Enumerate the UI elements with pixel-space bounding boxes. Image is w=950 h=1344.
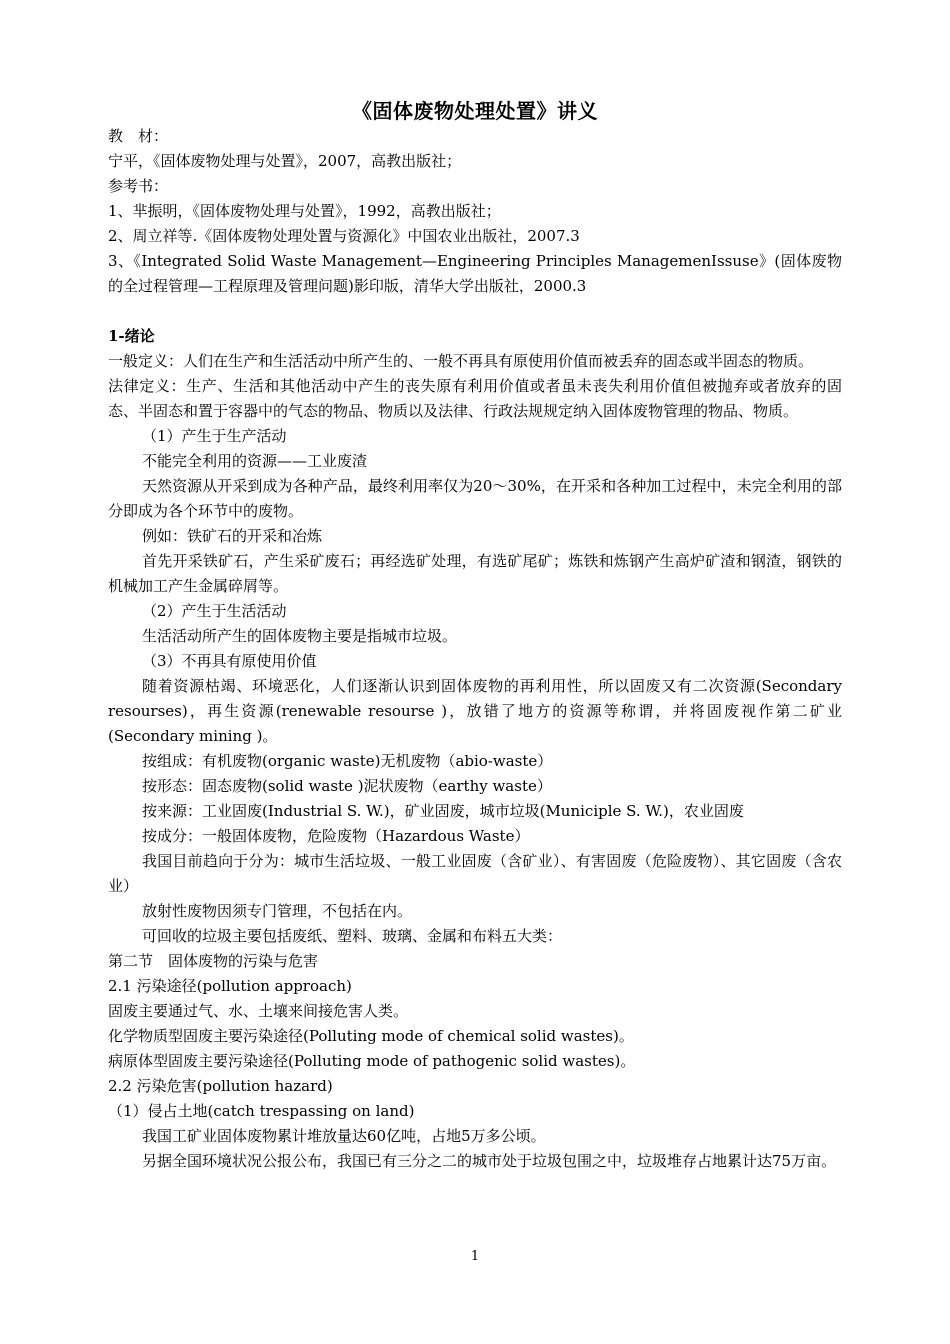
textbook-label: 教 材：: [108, 127, 169, 145]
paragraph: 按来源：工业固废(Industrial S. W.)，矿业固废，城市垃圾(Municiple S. W.)，农业固废: [142, 802, 744, 820]
paragraph: 按成分：一般固体废物，危险废物（Hazardous Waste）: [142, 827, 530, 845]
paragraph: 不能完全利用的资源——工业废渣: [142, 452, 368, 470]
paragraph: 我国目前趋向于分为：城市生活垃圾、一般工业固废（含矿业）、有害固废（危险废物）、其它固废（含农业）: [108, 852, 842, 895]
paragraph: 天然资源从开采到成为各种产品，最终利用率仅为20～30%，在开采和各种加工过程中，未完全利用的部分即成为各个环节中的废物。: [108, 477, 842, 520]
reference-item: 2、周立祥等.《固体废物处理处置与资源化》中国农业出版社，2007.3: [108, 227, 580, 245]
paragraph: （1）侵占土地(catch trespassing on land): [108, 1102, 415, 1120]
paragraph: 例如：铁矿石的开采和冶炼: [142, 527, 323, 545]
paragraph: 另据全国环境状况公报公布，我国已有三分之二的城市处于垃圾包围之中，垃圾堆存占地累计达75万亩。: [142, 1152, 837, 1170]
page-number: 1: [470, 1249, 480, 1264]
paragraph: 生活活动所产生的固体废物主要是指城市垃圾。: [142, 627, 458, 645]
reference-item: 3、《Integrated Solid Waste Management—Engineering Principles ManagemenIssuse》(固体废物的全过程管理—工程原理及管理问题)影印版，清华大学出版社，2000.3: [108, 252, 842, 295]
references-label: 参考书：: [108, 177, 169, 195]
paragraph: 化学物质型固废主要污染途径(Polluting mode of chemical solid wastes)。: [108, 1027, 634, 1045]
paragraph: （1）产生于生产活动: [142, 427, 287, 445]
paragraph: 我国工矿业固体废物累计堆放量达60亿吨，占地5万多公顷。: [142, 1127, 546, 1145]
spacer: [108, 299, 842, 324]
paragraph: 首先开采铁矿石，产生采矿废石；再经选矿处理，有选矿尾矿；炼铁和炼钢产生高炉矿渣和钢渣，钢铁的机械加工产生金属碎屑等。: [108, 552, 842, 595]
paragraph: 放射性废物因须专门管理，不包括在内。: [142, 902, 413, 920]
paragraph: 按组成：有机废物(organic waste)无机废物（abio-waste）: [142, 752, 553, 770]
document-body: [108, 124, 842, 1174]
paragraph: （2）产生于生活活动: [142, 602, 287, 620]
textbook-entry: 宁平，《固体废物处理与处置》，2007，高教出版社；: [108, 152, 462, 170]
general-definition: 一般定义：人们在生产和生活活动中所产生的、一般不再具有原使用价值而被丢弃的固态或半固态的物质。: [108, 352, 814, 370]
section-heading-intro: 1-绪论: [108, 327, 155, 345]
subsection-heading: 2.1 污染途径(pollution approach): [108, 977, 352, 995]
paragraph: 随着资源枯竭、环境恶化，人们逐渐认识到固体废物的再利用性，所以固废又有二次资源(Secondary resourses)，再生资源(renewable resourse )，放错了地方的资源等称谓，并将固废视作第二矿业(Secondary mining )。: [108, 677, 842, 745]
paragraph: 固废主要通过气、水、土壤来间接危害人类。: [108, 1002, 409, 1020]
paragraph: 病原体型固废主要污染途径(Polluting mode of pathogenic solid wastes)。: [108, 1052, 636, 1070]
legal-definition: 法律定义：生产、生活和其他活动中产生的丧失原有利用价值或者虽未丧失利用价值但被抛弃或者放弃的固态、半固态和置于容器中的气态的物品、物质以及法律、行政法规规定纳入固体废物管理的物品、物质。: [108, 377, 842, 420]
paragraph: （3）不再具有原使用价值: [142, 652, 317, 670]
reference-item: 1、芈振明，《固体废物处理与处置》，1992，高教出版社；: [108, 202, 501, 220]
subsection-heading: 2.2 污染危害(pollution hazard): [108, 1077, 333, 1095]
document-title: 《固体废物处理处置》讲义: [352, 99, 598, 123]
section-heading-pollution: 第二节 固体废物的污染与危害: [108, 952, 319, 970]
paragraph: 按形态：固态废物(solid waste )泥状废物（earthy waste）: [142, 777, 552, 795]
paragraph: 可回收的垃圾主要包括废纸、塑料、玻璃、金属和布料五大类：: [142, 927, 563, 945]
